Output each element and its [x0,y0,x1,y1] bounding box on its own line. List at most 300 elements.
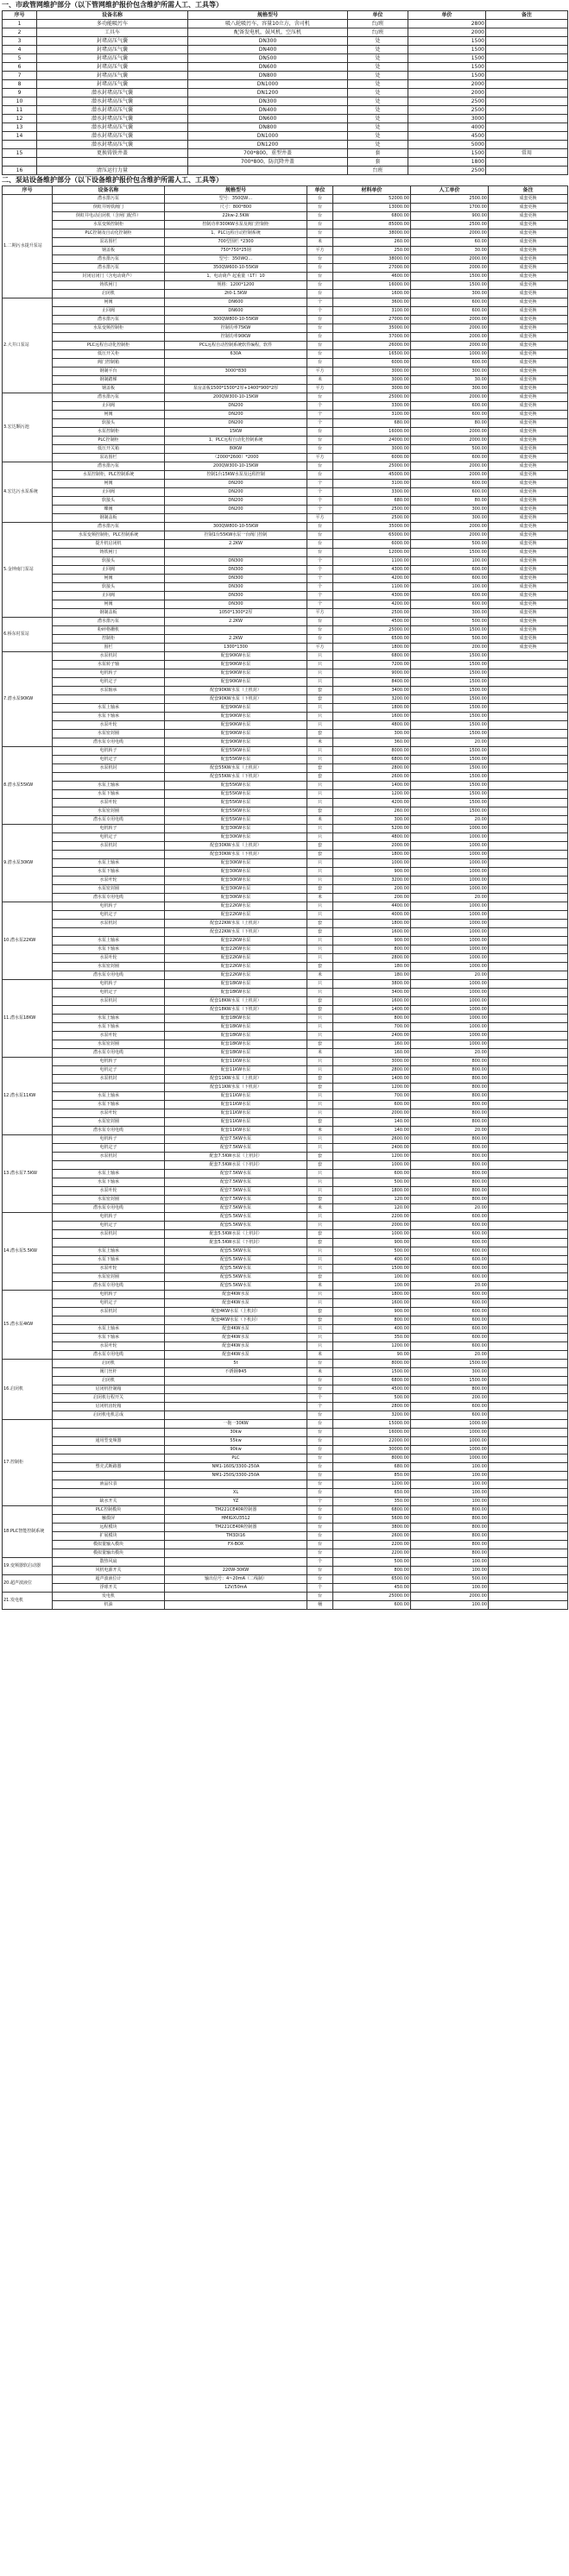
table-cell: 80KW [165,445,307,454]
table-cell: 水泵叶轮 [53,1187,165,1196]
table-cell: 成套更换 [489,350,568,359]
table-cell: 套 [307,842,333,851]
table-row [3,1506,568,1515]
table-cell [165,549,307,557]
group-name-cell: 8.潜水泵55KW [3,747,53,825]
table-cell: 低压开关柜 [53,350,165,359]
table-row [3,592,568,600]
table-cell: 6500.00 [333,1575,411,1584]
table-cell: 水泵机封 [53,842,165,851]
table-cell: 台 [307,1472,333,1480]
table-cell: 500.00 [411,635,489,644]
table-cell [489,868,568,876]
table-cell: 30.00 [411,376,489,385]
table-cell: 配套5.5KW水泵 [165,1256,307,1265]
table-cell [3,158,37,166]
table-cell: 配套11KW水泵 [165,1127,307,1135]
table-cell: 2000.00 [411,316,489,324]
table-cell: 2200.00 [333,1213,411,1222]
table-cell: 套 [307,1040,333,1049]
table-cell: 台 [307,212,333,221]
table-cell: 1000.00 [333,1161,411,1170]
table-cell: DN300 [188,37,348,46]
table-cell: 1200.00 [333,1480,411,1489]
table-cell: 钢制盖板 [53,609,165,618]
table-cell: 工具车 [37,28,188,37]
table-cell: 启闭机 [53,290,165,298]
table-row [3,790,568,799]
table-cell: 水泵上轴承 [53,1170,165,1178]
table-row [3,894,568,902]
table-cell: 泵站围栏 [53,238,165,247]
table-cell: DN200 [165,506,307,514]
table-row [3,1411,568,1420]
table-cell: 成套更换 [489,229,568,238]
table-cell: 个 [307,1558,333,1567]
table-cell: 配套55KW水泵 [165,782,307,790]
table-cell: 电机定子 [53,678,165,687]
table-cell: 800.00 [411,1178,489,1187]
table-cell: 软接头 [53,557,165,566]
table-cell: 成套更换 [489,600,568,609]
table-cell: 成套更换 [489,376,568,385]
table-cell: 潜水泵专用电缆 [53,1049,165,1058]
table-cell: 台 [307,540,333,549]
table-cell: 启闭机 [53,1377,165,1385]
table-cell: 1100.00 [333,583,411,592]
table-cell [489,1144,568,1153]
table-row [3,488,568,497]
table-cell: 只 [307,1325,333,1334]
table-cell: 16 [3,166,37,175]
table-cell: 1500 [408,149,486,158]
table-cell: 200.00 [333,885,411,894]
table-cell: 600.00 [411,1239,489,1247]
table-cell [489,1316,568,1325]
table-cell [489,1446,568,1454]
table-row [3,1040,568,1049]
table-row [3,876,568,885]
table-cell: 套 [348,149,408,158]
table-cell: 只 [307,1187,333,1196]
table-cell: 个 [307,1584,333,1593]
table-cell: 800.00 [411,1541,489,1549]
table-cell: 台 [307,531,333,540]
table-cell: 800.00 [411,1075,489,1084]
table-cell: 1000.00 [411,980,489,989]
table-cell: 1500.00 [411,549,489,557]
table-cell: 套 [307,1273,333,1282]
table-cell: 2000.00 [411,324,489,333]
table-row [3,514,568,523]
table-cell: 水泵叶轮 [53,1265,165,1273]
table-row [3,359,568,368]
table-cell: 成套更换 [489,195,568,204]
table-cell: 个 [307,1394,333,1403]
table-cell: 水泵密封圈 [53,1040,165,1049]
table-cell: 电机定子 [53,1066,165,1075]
table-cell: 只 [307,833,333,842]
table-cell: 配套90KW水泵 [165,721,307,730]
table-cell [489,851,568,859]
table-row [3,1170,568,1178]
table-cell: 个 [307,488,333,497]
table-cell: 只 [307,1256,333,1265]
table-cell: 水泵下轴承 [53,790,165,799]
table-cell: 1000.00 [411,1015,489,1023]
table-cell: 止回阀 [53,592,165,600]
table-cell [188,166,348,175]
table-cell: 6800.00 [333,1506,411,1515]
table-cell: 配套5.5KW水泵 [165,1265,307,1273]
table-cell: 27000.00 [333,264,411,273]
table-cell: 680.00 [333,419,411,428]
table-cell: 2500.00 [333,506,411,514]
table-cell: 1500 [408,37,486,46]
table-cell [489,928,568,937]
table-cell: 水泵转子轴 [53,661,165,669]
table-cell: 封堵高压气囊 [37,37,188,46]
table-cell [489,1368,568,1377]
table-cell: 600.00 [411,575,489,583]
table-cell [489,1049,568,1058]
table-cell: 5200.00 [333,825,411,833]
table-cell: 300.00 [333,730,411,738]
table-cell: 1500 [408,63,486,72]
table-cell: 配套90KW水泵 [165,704,307,713]
table-cell: 680.00 [333,497,411,506]
table-cell: 配套55KW水泵 [165,799,307,807]
table-cell: 配套7.5KW水泵 [165,1178,307,1187]
table-cell: 个 [307,592,333,600]
table-cell: 2000.00 [411,229,489,238]
table-row [3,704,568,713]
table-cell [486,72,568,80]
table-row [3,928,568,937]
table-cell: 水泵密封圈 [53,885,165,894]
table-cell: 水泵密封圈 [53,730,165,738]
table-cell: DN1000 [188,132,348,141]
table-cell: 120.00 [333,1204,411,1213]
table-cell: 1500.00 [411,747,489,756]
table-row [3,316,568,324]
table-cell: 个 [307,557,333,566]
table-row [3,531,568,540]
table-cell: 尺寸：800*800 [165,204,307,212]
table-row [3,255,568,264]
table-cell: 4500.00 [333,1385,411,1394]
table-cell [489,1092,568,1101]
table-cell: 成套更换 [489,437,568,445]
table-cell: 700*800，防沉降井盖 [188,158,348,166]
table-cell [489,1015,568,1023]
table-cell: 台 [307,1575,333,1584]
table-cell: 800.00 [333,1316,411,1325]
table-cell: 1、电动葫芦 起重量（1T）10 [165,273,307,281]
table-cell: 900.00 [333,1308,411,1316]
table-cell: 电机转子 [53,902,165,911]
table-cell: DN300 [165,557,307,566]
table-cell: 型号：350QW… [165,195,307,204]
table-cell: 闸阀 [53,480,165,488]
table-cell: 配套4KW水泵（上机封） [165,1308,307,1316]
table-cell [489,997,568,1006]
table-cell: 配套11KW水泵 [165,1118,307,1127]
table-cell [53,695,165,704]
table-cell: 只 [307,652,333,661]
table-cell: 只 [307,876,333,885]
table-cell: 1200.00 [333,1084,411,1092]
table-cell: 水泵下轴承 [53,1334,165,1342]
table-cell: 8000.00 [333,747,411,756]
table-cell: 平方 [307,644,333,652]
table-cell: 600.00 [411,1247,489,1256]
table-cell: 只 [307,1058,333,1066]
table-cell: 只 [307,678,333,687]
table-cell: 2000.00 [411,264,489,273]
table-cell [53,1472,165,1480]
table-cell [489,1265,568,1273]
table-cell: 潜水封堵高压气囊 [37,141,188,149]
table-cell: 1500.00 [411,713,489,721]
table-cell: 水泵密封圈 [53,1118,165,1127]
table-row [3,141,568,149]
table-cell: 22kw-2.5KW [165,212,307,221]
table-cell: 3000 [408,115,486,123]
table-row [3,730,568,738]
table-cell: 配套7.5KW水泵 [165,1204,307,1213]
table-cell: 配套55KW水泵 [165,807,307,816]
table-cell: 配套30KW水泵（上机封） [165,842,307,851]
table-cell: 11 [3,106,37,115]
table-cell: 平方 [307,609,333,618]
table-cell: 4800.00 [333,833,411,842]
table-cell: 倒虹井电动启闭机（含闸门配件） [53,212,165,221]
table-cell: 缺水开关 [53,1498,165,1506]
table-cell: 1、PLC远程自动化控制系统 [165,437,307,445]
table-cell: 1000.00 [411,902,489,911]
table-cell: 平方 [307,368,333,376]
table-cell: 800.00 [411,1524,489,1532]
table-row [3,281,568,290]
table-cell: 套 [307,687,333,695]
table-cell: PLC控制及自动化控制柜 [53,229,165,238]
table-cell [489,730,568,738]
table-cell [489,1023,568,1032]
table-row [3,954,568,963]
table-row [3,247,568,255]
table-cell: 160.00 [333,1049,411,1058]
table-cell: 5t [165,1360,307,1368]
table-cell: 电机定子 [53,1144,165,1153]
table-cell: 控制功率90KW [165,333,307,342]
table-cell: 6800.00 [333,652,411,661]
table-cell [489,1109,568,1118]
table-row [3,1058,568,1066]
table-cell: DN1200 [188,141,348,149]
table-cell: 配套4KW水泵 [165,1325,307,1334]
table-cell: 水泵机封 [53,1075,165,1084]
table-cell: 配套18KW水泵（上机封） [165,997,307,1006]
table-cell: 4500 [408,132,486,141]
table-cell: 25000.00 [333,393,411,402]
table-row [3,445,568,454]
table-cell: 成套更换 [489,514,568,523]
table-row [3,350,568,359]
table-cell: DN300 [165,575,307,583]
table-cell: 模拟量输出模块 [53,1549,165,1558]
table-cell: 12 [3,115,37,123]
table-cell [489,1153,568,1161]
table-cell: 套 [307,1075,333,1084]
table-cell: 扩展模块 [53,1532,165,1541]
table-cell: 电机定子 [53,911,165,920]
table-cell: 2000.00 [411,342,489,350]
table-cell: 配套7.5KW水泵 [165,1187,307,1196]
table-cell: 潜水泵专用电缆 [53,971,165,980]
table-row [3,799,568,807]
table-cell [489,1472,568,1480]
table-row [3,1015,568,1023]
table-cell: DN500 [188,54,348,63]
table-cell: 米 [307,816,333,825]
group-name-cell: 12.潜水泵11KW [3,1058,53,1135]
table-cell: 700*800，重型井盖 [188,149,348,158]
table-cell: 1300*1300 [165,644,307,652]
table-cell: 800.00 [411,1066,489,1075]
table-cell: 140.00 [333,1118,411,1127]
municipal-pipe-price-table [2,10,568,175]
table-cell: 1000.00 [333,1230,411,1239]
table-cell [486,123,568,132]
table-cell: 电机转子 [53,980,165,989]
table-cell: 90kw [165,1446,307,1454]
table-row [3,1196,568,1204]
table-cell: 2000.00 [411,471,489,480]
table-row [3,1075,568,1084]
table-row [3,1265,568,1273]
table-cell: 配套4KW水泵 [165,1291,307,1299]
table-cell [489,1239,568,1247]
table-cell: 600.00 [411,1342,489,1351]
table-cell: 37000.00 [333,333,411,342]
table-cell: 配套7.5KW水泵 [165,1144,307,1153]
table-cell: 不锈钢Φ45 [165,1368,307,1377]
table-cell: 台 [307,1385,333,1394]
table-cell: 只 [307,1265,333,1273]
table-row [3,661,568,669]
table-cell [486,46,568,54]
table-cell: 配套11KW水泵 [165,1058,307,1066]
table-cell: 台 [307,333,333,342]
table-cell [489,1463,568,1472]
table-cell: 450.00 [333,1584,411,1593]
table-cell: DN200 [165,497,307,506]
table-cell: 台 [307,1515,333,1524]
table-cell: 成套更换 [489,368,568,376]
table-cell: DN600 [188,63,348,72]
table-cell: 26000.00 [333,342,411,350]
table-cell: 65000.00 [333,531,411,540]
table-cell [489,1567,568,1575]
table-cell [489,1584,568,1593]
table-cell: 3600.00 [333,298,411,307]
table-row [3,1532,568,1541]
table-row [3,1066,568,1075]
group-name-cell: 1.二期污水提升泵站 [3,195,53,298]
table-cell [489,1178,568,1187]
table-cell [489,1360,568,1368]
table-cell: 成套更换 [489,290,568,298]
table-cell: 1500.00 [411,652,489,661]
table-cell: 15000.00 [333,1420,411,1429]
table-cell: 只 [307,1023,333,1032]
table-cell: 700型围栏 *2300 [165,238,307,247]
table-row [3,471,568,480]
table-cell [165,1377,307,1385]
table-cell [489,825,568,833]
table-cell: 米 [307,376,333,385]
table-cell: 多功能吸污车 [37,20,188,28]
table-cell: 1500.00 [411,730,489,738]
table-cell: 600.00 [411,1256,489,1265]
table-row [3,885,568,894]
table-cell: 台 [307,255,333,264]
table-cell: PLC远程自动化控制柜 [53,342,165,350]
table-row [3,428,568,437]
table-cell: 配套90KW水泵 [165,661,307,669]
table-cell [489,894,568,902]
table-cell: 800.00 [411,1153,489,1161]
table-cell [53,851,165,859]
table-cell: 配套30KW水泵（下机封） [165,851,307,859]
table-row [3,1282,568,1291]
table-cell: 软接头 [53,583,165,592]
table-cell: 3000*830 [165,368,307,376]
group-name-cell: 6.桥东村泵站 [3,618,53,652]
table-cell: 电机转子 [53,1135,165,1144]
table-cell: 配套90KW水泵 [165,652,307,661]
table-cell: XL [165,1489,307,1498]
table-cell: 1500.00 [411,1377,489,1385]
table-cell: 2000.00 [411,333,489,342]
table-cell: 更换铸铁井盖 [37,149,188,158]
table-cell: 水泵机封 [53,920,165,928]
table-cell: 台 [307,1489,333,1498]
table-cell: 配套90KW水泵（上机封） [165,687,307,695]
table-row [3,1161,568,1170]
table-cell: 1500.00 [411,773,489,782]
table-cell [489,1075,568,1084]
table-cell: 套 [307,695,333,704]
table-cell: 4 [3,46,37,54]
table-cell [489,1135,568,1144]
table-cell: 1000.00 [411,911,489,920]
table-cell: 600.00 [411,1222,489,1230]
table-cell: 30000.00 [333,1446,411,1454]
column-header: 材料单价 [333,186,411,195]
table-cell: 水泵控制柜，PLC控制系统 [53,471,165,480]
table-cell [489,1394,568,1403]
table-cell: DN800 [188,123,348,132]
table-cell: 平方 [307,454,333,462]
table-cell: 800.00 [411,1101,489,1109]
table-row [3,385,568,393]
table-cell [489,807,568,816]
table-cell [3,141,37,149]
table-cell: 水泵轴承 [53,687,165,695]
table-cell: 1800.00 [333,704,411,713]
